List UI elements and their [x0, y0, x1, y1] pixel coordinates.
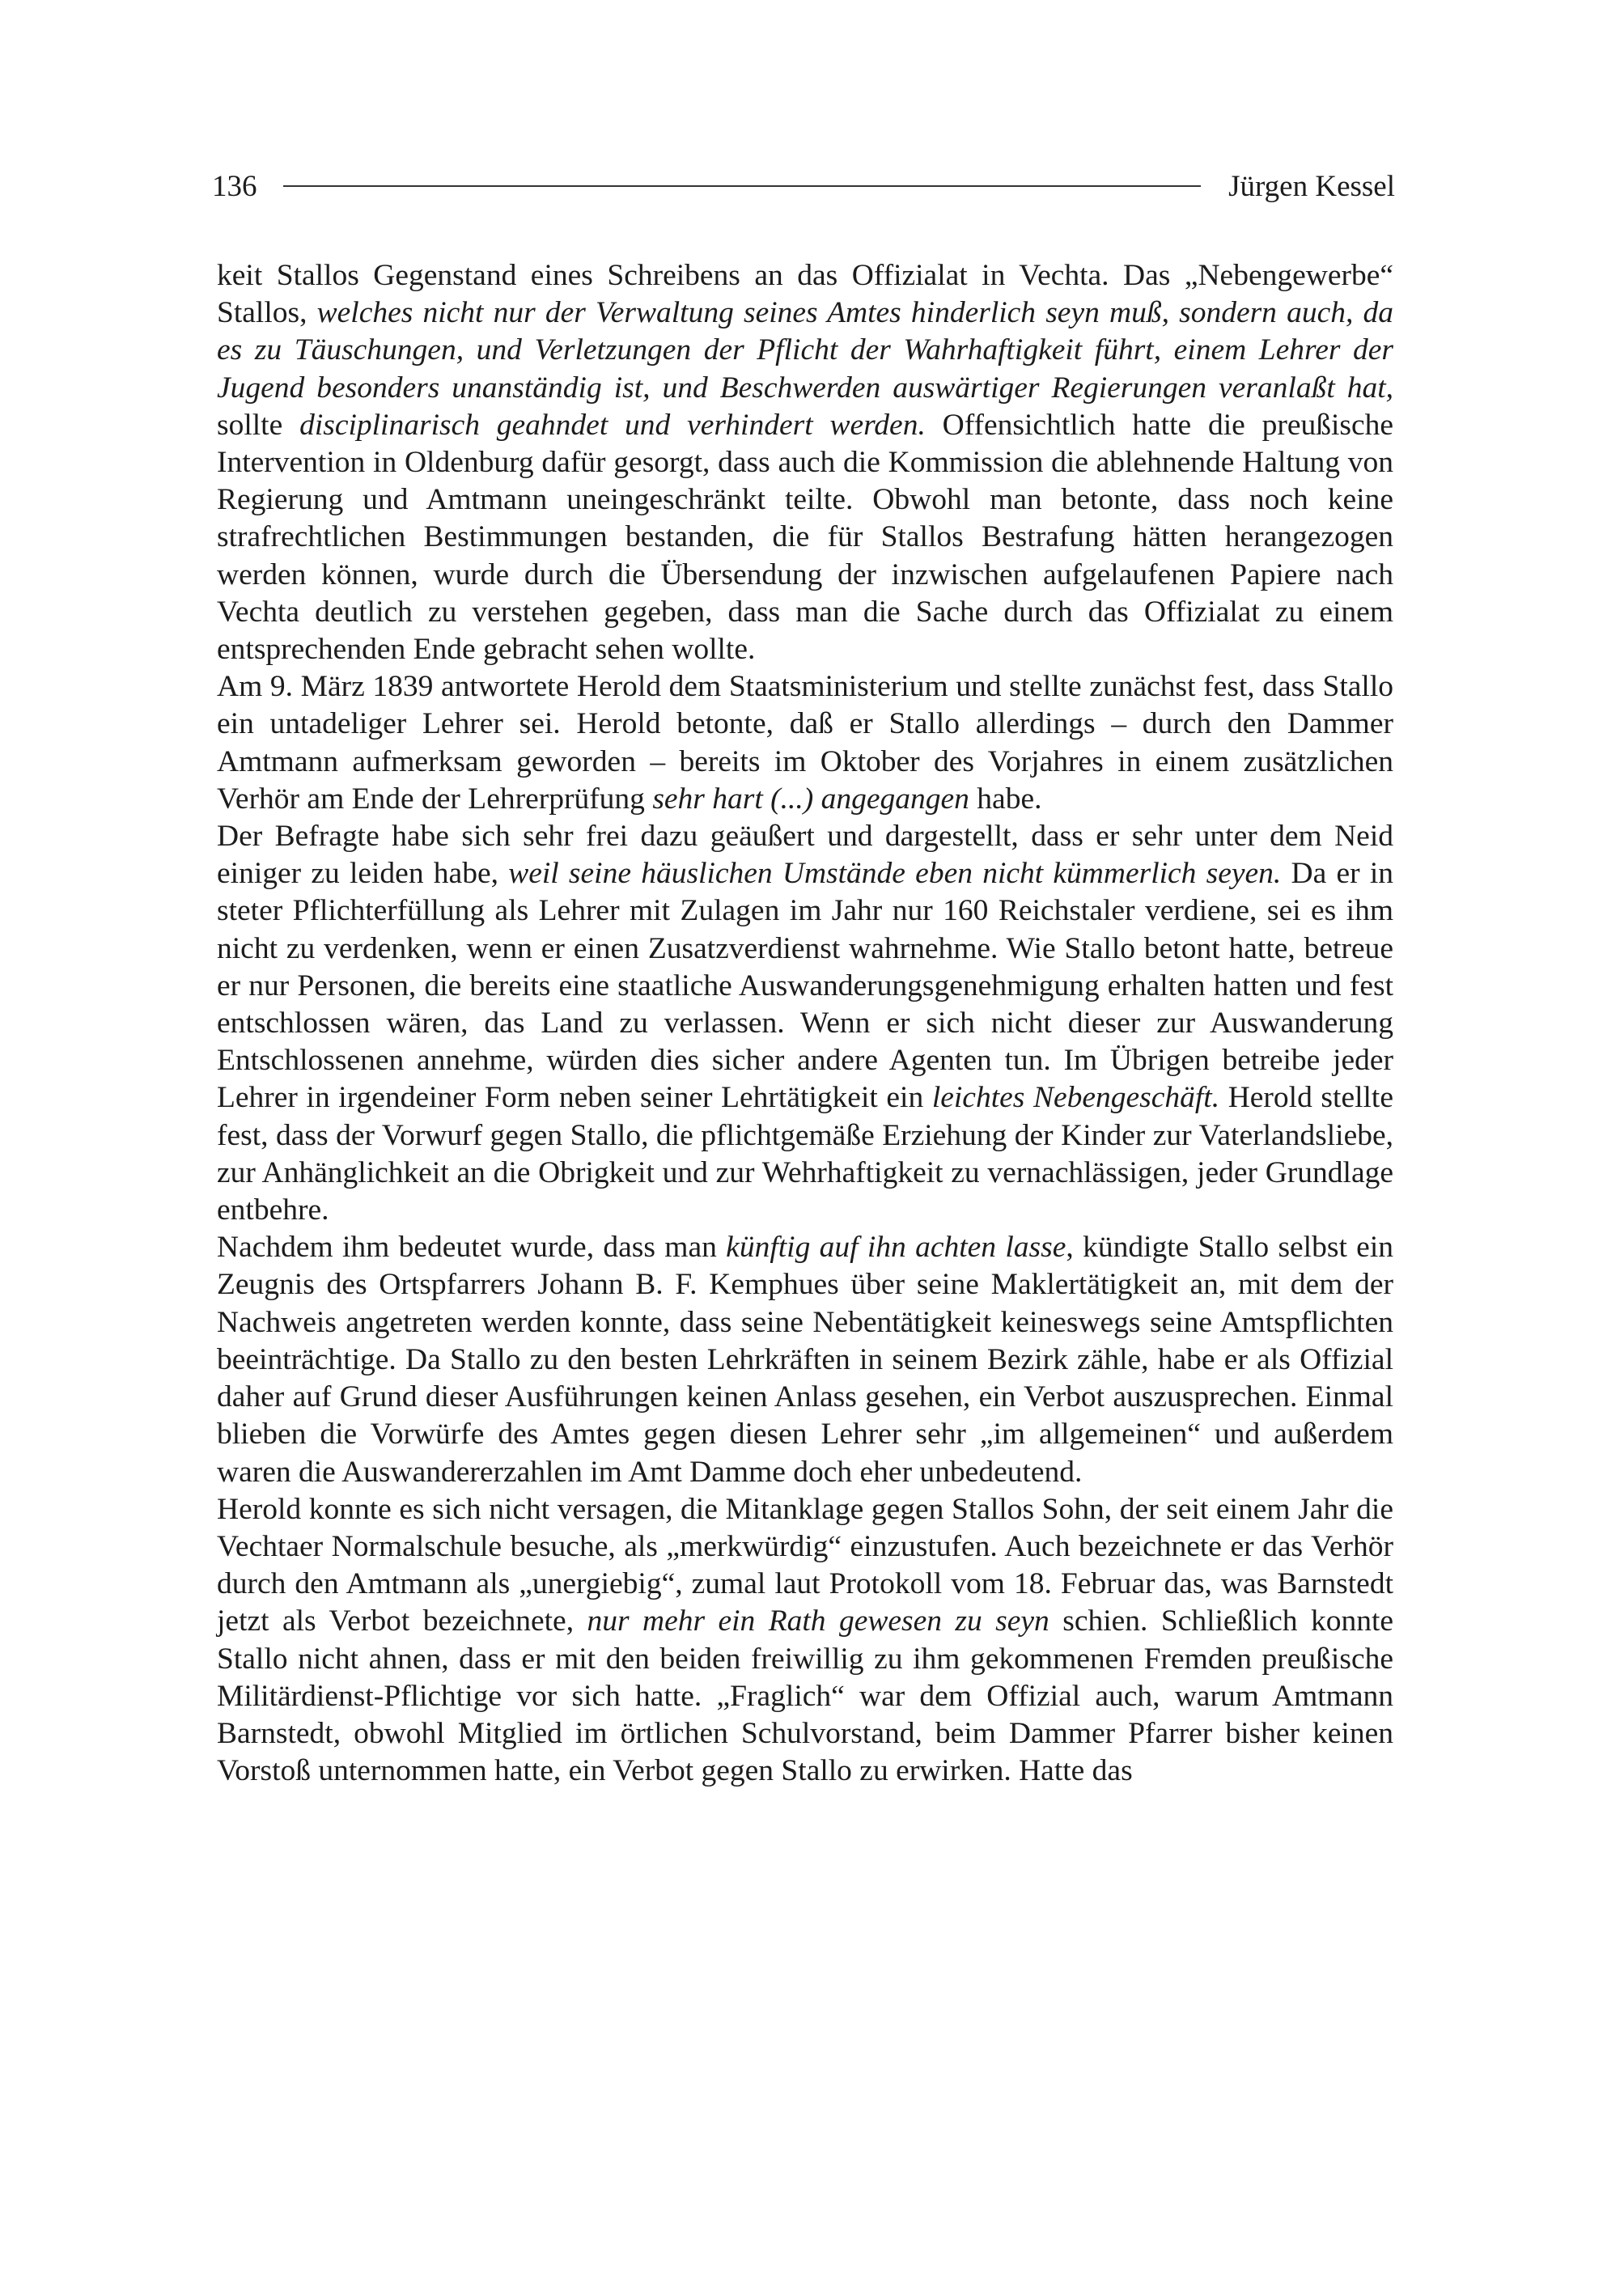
- text-run: Herold konnte es sich nicht versagen, die Mitanklage gegen Stallos Sohn, der seit einem Jahr die Vechtaer Normalschule besuche, als „merkwürdig“ einzustufen. Auch bezeichnete er das Verhör durch den Amtmann als „unergiebig“, zumal laut Protokoll vom 18. Februar das, was Barnstedt jetzt als Verbot bezeichnete,: [217, 1492, 1393, 1638]
- text-run: Offensichtlich hatte die preußische Intervention in Oldenburg dafür gesorgt, dass auch die Kommission die ablehnende Haltung von Regierung und Amtmann uneingeschränkt teilte. Obwohl man betonte, dass noch keine strafrechtlichen Bestimmungen bestanden, die für Stallos Bestrafung hätten herangezogen werden können, wurde durch die Übersendung der inzwischen aufgelaufenen Papiere nach Vechta deutlich zu verstehen gegeben, dass man die Sache durch das Offizialat zu einem entsprechenden Ende gebracht sehen wollte.: [217, 408, 1394, 667]
- italic-quotation: leichtes Nebengeschäft.: [931, 1081, 1220, 1115]
- italic-quotation: sehr hart (...) angegangen: [652, 782, 969, 816]
- header-rule: [283, 185, 1202, 187]
- text-run: , kündigte Stallo selbst ein Zeugnis des Ortspfarrers Johann B. F. Kemphues über seine Maklertätigkeit an, mit dem der Nachweis angetreten werden konnte, dass seine Nebentätigkeit keineswegs seine Amtspflichten beeinträchtige. Da Stallo zu den besten Lehrkräften in seinem Bezirk zähle, habe er als Offizial daher auf Grund dieser Ausführungen keinen Anlass gesehen, ein Verbot auszusprechen. Einmal blieben die Vorwürfe des Amtes gegen diesen Lehrer sehr „im allgemeinen“ und außerdem waren die Auswandererzahlen im Amt Damme doch eher unbedeutend.: [217, 1231, 1393, 1489]
- running-head-author: Jürgen Kessel: [1228, 169, 1395, 203]
- italic-quotation: disciplinarisch geahndet und verhindert werden.: [299, 408, 926, 442]
- italic-quotation: weil seine häuslichen Umstände eben nicht kümmerlich seyen.: [508, 857, 1282, 891]
- italic-quotation: künftig auf ihn achten lasse: [726, 1231, 1066, 1265]
- italic-quotation: nur mehr ein Rath gewesen zu seyn: [587, 1604, 1049, 1638]
- text-run: sollte: [217, 408, 300, 442]
- text-run: schien. Schließlich konnte Stallo nicht ahnen, dass er mit den beiden freiwillig zu ihm gekommenen Fremden preußische Militärdienst-Pflichtige vor sich hatte. „Fraglich“ war dem Offizial auch, warum Amtmann Barnstedt, obwohl Mitglied im örtlichen Schulvorstand, beim Dammer Pfarrer bisher keinen Vorstoß unternommen hatte, ein Verbot gegen Stallo zu erwirken. Hatte das: [217, 1604, 1394, 1788]
- italic-quotation: welches nicht nur der Verwaltung seines Amtes hinderlich seyn muß, sondern auch, da es zu Täuschungen, und Verletzungen der Pflicht der Wahrhaftigkeit führt, einem Lehrer der Jugend besonders unanständig ist, und Beschwerden auswärtiger Regierungen veranlaßt hat,: [217, 296, 1394, 405]
- page-number: 136: [212, 169, 257, 203]
- paragraph: [217, 668, 1393, 818]
- text-run: Der Befragte habe sich sehr frei dazu geäußert und dargestellt, dass er sehr unter dem Neid einiger zu leiden habe,: [217, 820, 1393, 891]
- paragraph: [217, 1229, 1393, 1490]
- paragraph: [217, 818, 1393, 1229]
- text-run: Herold stellte fest, dass der Vorwurf gegen Stallo, die pflichtgemäße Erziehung der Kinder zur Vaterlandsliebe, zur Anhänglichkeit an die Obrigkeit und zur Wehrhaftigkeit zu vernachlässigen, jeder Grundlage entbehre.: [217, 1081, 1393, 1227]
- body-text: [217, 257, 1393, 1790]
- text-run: habe.: [969, 782, 1042, 816]
- text-run: Nachdem ihm bedeutet wurde, dass man: [217, 1231, 727, 1265]
- text-run: Am 9. März 1839 antwortete Herold dem Staatsministerium und stellte zunächst fest, dass Stallo ein untadeliger Lehrer sei. Herold betonte, daß er Stallo allerdings – durch den Dammer Amtmann aufmerksam geworden – bereits im Oktober des Vorjahres in einem zusätzlichen Verhör am Ende der Lehrerprüfung: [217, 670, 1393, 816]
- paragraph: [217, 257, 1393, 668]
- paragraph: [217, 1491, 1393, 1791]
- running-header: [212, 158, 1395, 214]
- text-run: keit Stallos Gegenstand eines Schreibens an das Offizialat in Vechta. Das „Nebengewerbe“ Stallos,: [217, 259, 1393, 330]
- text-run: Da er in steter Pflichterfüllung als Lehrer mit Zulagen im Jahr nur 160 Reichstaler verdiene, sei es ihm nicht zu verdenken, wenn er einen Zusatzverdienst wahrnehme. Wie Stallo betont hatte, betreue er nur Personen, die bereits eine staatliche Auswanderungsgenehmigung erhalten hatten und fest entschlossen wären, das Land zu verlassen. Wenn er sich nicht dieser zur Auswanderung Entschlossenen annehme, würden dies sicher andere Agenten tun. Im Übrigen betreibe jeder Lehrer in irgendeiner Form neben seiner Lehrtätigkeit ein: [217, 857, 1393, 1115]
